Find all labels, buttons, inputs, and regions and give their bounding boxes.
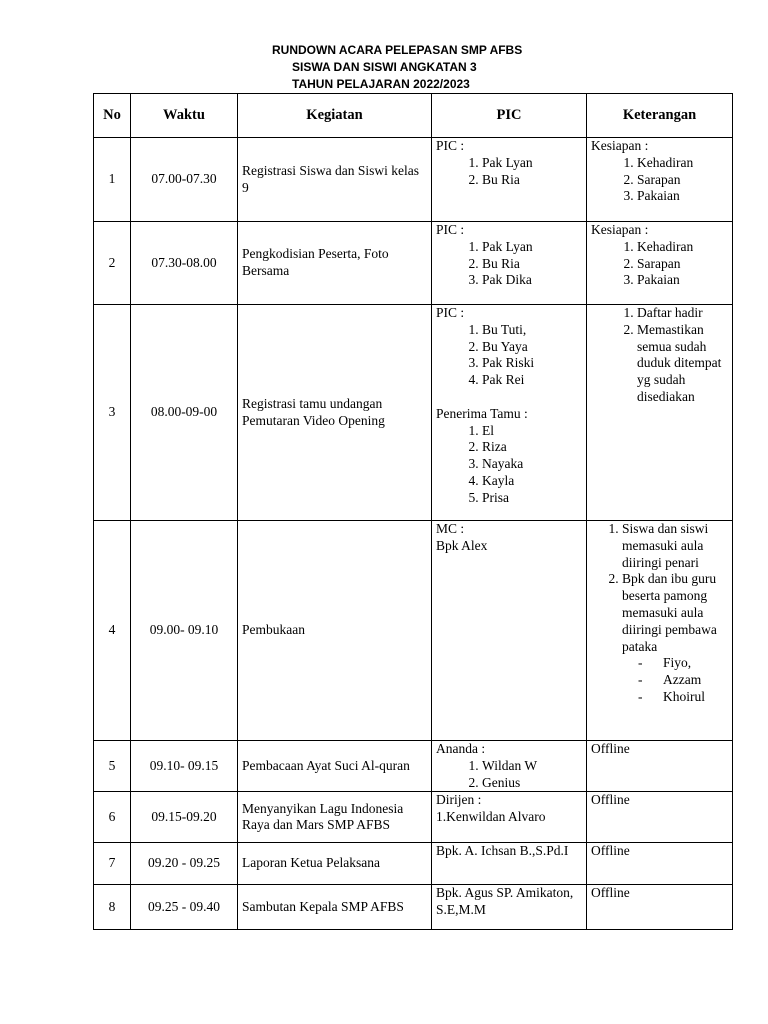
header-waktu: Waktu bbox=[131, 94, 238, 138]
list-item: 3. Pak Dika bbox=[482, 272, 582, 289]
cell-waktu: 09.00- 09.10 bbox=[131, 521, 238, 741]
cell-pic: Bpk. Agus SP. Amikaton, S.E,M.M bbox=[432, 885, 587, 930]
keterangan-list bbox=[591, 521, 728, 706]
table-row bbox=[94, 222, 733, 305]
list-item: 5. Prisa bbox=[482, 490, 582, 507]
cell-pic bbox=[432, 138, 587, 222]
list-item-text: Bpk dan ibu guru beserta pamong memasuki aula diiringi pembawa pataka bbox=[622, 571, 717, 654]
cell-keterangan: Offline bbox=[587, 843, 733, 885]
list-item: 1. Kehadiran bbox=[637, 155, 728, 172]
cell-waktu: 09.10- 09.15 bbox=[131, 741, 238, 792]
cell-keterangan bbox=[587, 138, 733, 222]
keterangan-list bbox=[591, 155, 728, 205]
cell-pic bbox=[432, 741, 587, 792]
pic-list bbox=[436, 155, 582, 189]
list-item: 1. Daftar hadir bbox=[637, 305, 728, 322]
cell-no: 7 bbox=[94, 843, 131, 885]
cell-keterangan bbox=[587, 222, 733, 305]
pic-name: Bpk Alex bbox=[436, 537, 488, 553]
table-row bbox=[94, 138, 733, 222]
list-item: 1. El bbox=[482, 423, 582, 440]
pic-label: PIC : bbox=[436, 138, 465, 153]
table-row bbox=[94, 792, 733, 843]
list-item: 1. Kehadiran bbox=[637, 239, 728, 256]
keterangan-list bbox=[591, 239, 728, 289]
pic-label: Ananda : bbox=[436, 741, 486, 756]
cell-no: 5 bbox=[94, 741, 131, 792]
table-row bbox=[94, 885, 733, 930]
header-kegiatan: Kegiatan bbox=[238, 94, 432, 138]
table-row bbox=[94, 843, 733, 885]
cell-pic: Bpk. A. Ichsan B.,S.Pd.I bbox=[432, 843, 587, 885]
document-title-block bbox=[0, 42, 768, 93]
cell-kegiatan: Laporan Ketua Pelaksana bbox=[238, 843, 432, 885]
header-no: No bbox=[94, 94, 131, 138]
list-item: 1. Pak Lyan bbox=[482, 155, 582, 172]
list-item: 4. Kayla bbox=[482, 473, 582, 490]
cell-pic bbox=[432, 222, 587, 305]
list-item: 2. Genius bbox=[482, 775, 582, 792]
pataka-sublist bbox=[622, 655, 728, 705]
cell-waktu: 07.00-07.30 bbox=[131, 138, 238, 222]
list-item: 2. Riza bbox=[482, 439, 582, 456]
cell-no: 6 bbox=[94, 792, 131, 843]
list-item: 1. Wildan W bbox=[482, 758, 582, 775]
cell-kegiatan: Menyanyikan Lagu Indonesia Raya dan Mars SMP AFBS bbox=[238, 792, 432, 843]
keterangan-list bbox=[591, 305, 728, 406]
cell-no: 1 bbox=[94, 138, 131, 222]
table-row bbox=[94, 521, 733, 741]
table-header-row bbox=[94, 94, 733, 138]
document-title-line-1: RUNDOWN ACARA PELEPASAN SMP AFBS bbox=[272, 43, 523, 57]
cell-pic bbox=[432, 521, 587, 741]
cell-no: 3 bbox=[94, 305, 131, 521]
cell-kegiatan: Pembacaan Ayat Suci Al-quran bbox=[238, 741, 432, 792]
cell-keterangan: Offline bbox=[587, 885, 733, 930]
list-item: 3. Pakaian bbox=[637, 272, 728, 289]
cell-no: 2 bbox=[94, 222, 131, 305]
cell-waktu: 08.00-09-00 bbox=[131, 305, 238, 521]
cell-keterangan: Offline bbox=[587, 741, 733, 792]
cell-waktu: 09.15-09.20 bbox=[131, 792, 238, 843]
cell-no: 8 bbox=[94, 885, 131, 930]
cell-kegiatan: Pengkodisian Peserta, Foto Bersama bbox=[238, 222, 432, 305]
list-item: 2. Sarapan bbox=[637, 172, 728, 189]
cell-kegiatan: Registrasi tamu undangan Pemutaran Video Opening bbox=[238, 305, 432, 521]
cell-keterangan bbox=[587, 305, 733, 521]
list-item: 2. Sarapan bbox=[637, 256, 728, 273]
list-item: 2. Memastikan semua sudah duduk ditempat yg sudah disediakan bbox=[637, 322, 728, 406]
pic-label: PIC : bbox=[436, 305, 465, 320]
cell-pic bbox=[432, 792, 587, 843]
cell-waktu: 07.30-08.00 bbox=[131, 222, 238, 305]
rundown-table bbox=[93, 93, 733, 930]
keterangan-label: Kesiapan : bbox=[591, 138, 649, 153]
cell-kegiatan: Registrasi Siswa dan Siswi kelas 9 bbox=[238, 138, 432, 222]
list-item: - Khoirul bbox=[638, 689, 728, 706]
list-item: 2. Bu Ria bbox=[482, 256, 582, 273]
cell-keterangan: Offline bbox=[587, 792, 733, 843]
cell-no: 4 bbox=[94, 521, 131, 741]
table-row bbox=[94, 305, 733, 521]
pic-list bbox=[436, 239, 582, 289]
document-title-line-3: TAHUN PELAJARAN 2022/2023 bbox=[292, 77, 470, 91]
pic-label: MC : bbox=[436, 521, 465, 536]
list-item: 3. Nayaka bbox=[482, 456, 582, 473]
document-title-line-2: SISWA DAN SISWI ANGKATAN 3 bbox=[292, 60, 477, 74]
pic-label: PIC : bbox=[436, 222, 465, 237]
cell-kegiatan: Sambutan Kepala SMP AFBS bbox=[238, 885, 432, 930]
pic-list bbox=[436, 322, 582, 389]
penerima-tamu-list bbox=[436, 423, 582, 507]
table-row bbox=[94, 741, 733, 792]
pic-list bbox=[436, 758, 582, 792]
list-item: - Azzam bbox=[638, 672, 728, 689]
cell-pic bbox=[432, 305, 587, 521]
list-item: 3. Pakaian bbox=[637, 188, 728, 205]
list-item bbox=[622, 571, 728, 705]
pic-name: 1.Kenwildan Alvaro bbox=[436, 809, 546, 825]
cell-keterangan bbox=[587, 521, 733, 741]
pic-label: Dirijen : bbox=[436, 792, 482, 808]
cell-kegiatan: Pembukaan bbox=[238, 521, 432, 741]
cell-waktu: 09.25 - 09.40 bbox=[131, 885, 238, 930]
header-keterangan: Keterangan bbox=[587, 94, 733, 138]
list-item: 4. Pak Rei bbox=[482, 372, 582, 389]
list-item: 2. Bu Ria bbox=[482, 172, 582, 189]
penerima-tamu-label: Penerima Tamu : bbox=[436, 405, 528, 421]
header-pic: PIC bbox=[432, 94, 587, 138]
cell-waktu: 09.20 - 09.25 bbox=[131, 843, 238, 885]
list-item: 1. Pak Lyan bbox=[482, 239, 582, 256]
list-item: 1. Siswa dan siswi memasuki aula diiringi penari bbox=[622, 521, 728, 571]
keterangan-label: Kesiapan : bbox=[591, 222, 649, 237]
list-item: 1. Bu Tuti, bbox=[482, 322, 582, 339]
list-item: 2. Bu Yaya bbox=[482, 339, 582, 356]
list-item: - Fiyo, bbox=[638, 655, 728, 672]
list-item: 3. Pak Riski bbox=[482, 355, 582, 372]
